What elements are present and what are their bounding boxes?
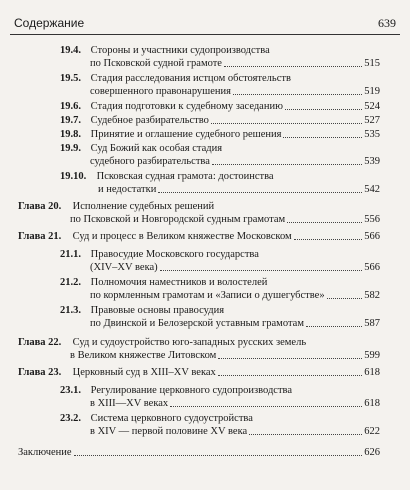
toc-entry-21-2[interactable] <box>60 276 380 302</box>
leader-dots <box>218 358 362 359</box>
entry-number: 19.4. <box>60 45 81 56</box>
entry-page: 524 <box>364 101 380 112</box>
toc-entry-19-5[interactable] <box>60 72 380 98</box>
entry-title-cont: судебного разбирательства <box>90 156 210 167</box>
toc-entry-19-9[interactable] <box>60 142 380 168</box>
leader-dots <box>283 137 362 138</box>
entry-page: 566 <box>364 262 380 273</box>
entry-page: 626 <box>364 447 380 458</box>
entry-number: 19.10. <box>60 171 87 182</box>
entry-page: 599 <box>364 350 380 361</box>
toc-entry-21-3[interactable] <box>60 304 380 330</box>
toc-entry-19-10[interactable] <box>60 170 380 196</box>
leader-dots <box>160 270 363 271</box>
toc-entry-19-7[interactable] <box>60 114 380 127</box>
entry-number: 21.3. <box>60 305 81 316</box>
toc-chapter-20[interactable] <box>18 200 380 226</box>
entry-title: Церковный суд в XIII–XV веках <box>72 367 216 378</box>
entry-page: 539 <box>364 156 380 167</box>
entry-page: 618 <box>364 398 380 409</box>
toc-chapter-22[interactable] <box>18 336 380 362</box>
entry-number: 21.2. <box>60 277 81 288</box>
entry-title-cont: по кормленным грамотам и «Записи о душегубстве» <box>90 290 325 301</box>
leader-dots <box>74 455 363 456</box>
entry-title-cont: и недостатки <box>98 184 157 195</box>
leader-dots <box>306 326 362 327</box>
leader-dots <box>285 109 362 110</box>
entry-page: 587 <box>364 318 380 329</box>
entry-number: 23.1. <box>60 385 81 396</box>
toc-entry-19-4[interactable] <box>60 44 380 70</box>
entry-title: Стадия расследования истцом обстоятельств <box>90 73 291 84</box>
entry-number: 19.8. <box>60 129 81 140</box>
entry-title-cont: по Двинской и Белозерской уставным грамотам <box>90 318 304 329</box>
toc-chapter-21[interactable] <box>18 230 380 243</box>
running-header <box>10 14 400 35</box>
section-title: Содержание <box>14 16 85 30</box>
toc-entry-23-1[interactable] <box>60 384 380 410</box>
leader-dots <box>287 222 362 223</box>
chapter-number: Глава 21. <box>18 231 62 242</box>
toc-conclusion[interactable] <box>18 446 380 459</box>
entry-page: 515 <box>364 58 380 69</box>
toc-entry-19-8[interactable] <box>60 128 380 141</box>
entry-title-cont: в XIII—XV веках <box>90 398 169 409</box>
leader-dots <box>158 192 362 193</box>
entry-title: Стадия подготовки к судебному заседанию <box>90 101 283 112</box>
chapter-number: Глава 22. <box>18 337 62 348</box>
entry-page: 618 <box>364 367 380 378</box>
entry-page: 556 <box>364 214 380 225</box>
leader-dots <box>294 239 363 240</box>
page-number: 639 <box>378 16 396 30</box>
entry-title-cont: (XIV–XV века) <box>90 262 158 273</box>
entry-title: Правосудие Московского государства <box>90 249 259 260</box>
entry-title: Псковская судная грамота: достоинства <box>96 171 274 182</box>
entry-title-cont: по Псковской и Новгородской судным грамотам <box>70 214 286 225</box>
entry-title: Стороны и участники судопроизводства <box>90 45 270 56</box>
entry-title: Суд Божий как особая стадия <box>90 143 223 154</box>
leader-dots <box>327 298 363 299</box>
entry-page: 566 <box>364 231 380 242</box>
entry-number: 19.6. <box>60 101 81 112</box>
chapter-number: Глава 23. <box>18 367 62 378</box>
leader-dots <box>224 66 362 67</box>
entry-page: 542 <box>364 184 380 195</box>
entry-page: 535 <box>364 129 380 140</box>
entry-title: Принятие и оглашение судебного решения <box>90 129 282 140</box>
toc-entry-21-1[interactable] <box>60 248 380 274</box>
entry-title-cont: по Псковской судной грамоте <box>90 58 222 69</box>
entry-number: 19.7. <box>60 115 81 126</box>
entry-page: 622 <box>364 426 380 437</box>
leader-dots <box>170 406 362 407</box>
entry-page: 582 <box>364 290 380 301</box>
entry-title: Суд и процесс в Великом княжестве Московском <box>72 231 292 242</box>
entry-title: Судебное разбирательство <box>90 115 209 126</box>
leader-dots <box>218 375 362 376</box>
entry-number: 19.5. <box>60 73 81 84</box>
entry-title: Заключение <box>18 447 72 458</box>
leader-dots <box>249 434 362 435</box>
entry-title: Система церковного судоустройства <box>90 413 253 424</box>
entry-title: Исполнение судебных решений <box>72 201 215 212</box>
entry-page: 527 <box>364 115 380 126</box>
leader-dots <box>233 94 362 95</box>
entry-number: 19.9. <box>60 143 81 154</box>
leader-dots <box>212 164 362 165</box>
entry-number: 21.1. <box>60 249 81 260</box>
leader-dots <box>211 123 362 124</box>
entry-title-cont: совершенного правонарушения <box>90 86 231 97</box>
toc-entry-19-6[interactable] <box>60 100 380 113</box>
entry-page: 519 <box>364 86 380 97</box>
entry-title-cont: в Великом княжестве Литовском <box>70 350 217 361</box>
entry-title: Полномочия наместников и волостелей <box>90 277 268 288</box>
chapter-number: Глава 20. <box>18 201 62 212</box>
toc-entry-23-2[interactable] <box>60 412 380 438</box>
entry-number: 23.2. <box>60 413 81 424</box>
entry-title: Суд и судоустройство юго-западных русских земель <box>72 337 307 348</box>
entry-title: Правовые основы правосудия <box>90 305 225 316</box>
entry-title: Регулирование церковного судопроизводства <box>90 385 293 396</box>
toc-chapter-23[interactable] <box>18 366 380 379</box>
entry-title-cont: в XIV — первой половине XV века <box>90 426 248 437</box>
